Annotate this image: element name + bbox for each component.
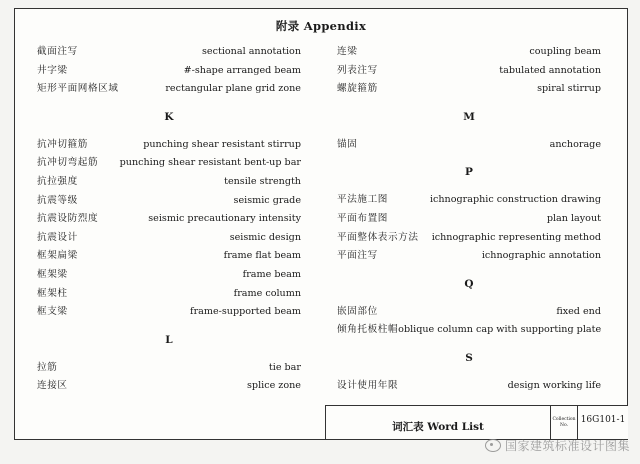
chinese-term: 矩形平面网格区域 [37,83,119,95]
english-term: punching shear resistant bent-up bar [119,157,301,169]
glossary-entry [37,285,301,304]
chinese-term: 拉筋 [37,361,58,373]
left-glossary-column [37,43,301,396]
glossary-entry [337,62,601,81]
word-list-title: 词汇表 Word List [392,421,484,433]
chinese-term: 抗震设计 [37,231,78,243]
collection-label-line1: Collection [552,416,576,422]
glossary-entry [37,192,301,211]
glossary-entry [337,303,601,322]
section-letter: P [465,166,473,179]
collection-number: 16G101-1 [577,406,628,439]
chinese-term: 抗震等级 [37,194,78,206]
glossary-entry [37,247,301,266]
chinese-term: 螺旋箍筋 [337,83,378,95]
section-letter: Q [464,277,474,290]
english-term: seismic grade [233,194,301,206]
chinese-term: 框架扁梁 [37,250,78,262]
chinese-term: 框架柱 [37,287,68,299]
chinese-term: 抗拉强度 [37,175,78,187]
glossary-entry [337,321,601,340]
glossary-entry [337,136,601,155]
english-term: coupling beam [529,46,601,57]
english-term: splice zone [247,380,301,392]
glossary-entry [337,229,601,248]
chinese-term: 平面注写 [337,250,378,262]
glossary-entry [37,229,301,248]
english-term: plan layout [546,212,601,224]
english-term: frame column [233,287,301,299]
english-term: ichnographic representing method [431,231,601,243]
english-term: tensile strength [224,175,301,187]
english-term: frame-supported beam [190,306,301,318]
glossary-entry [37,43,301,62]
english-term: ichnographic annotation [481,250,601,262]
chinese-term: 框支梁 [37,306,68,318]
english-term: design working life [507,379,601,391]
section-letter: K [164,110,174,123]
chinese-term: 平面布置图 [337,212,388,224]
chinese-term: 平面整体表示方法 [337,231,419,243]
chinese-term: 截面注写 [37,46,78,57]
glossary-entry [37,377,301,396]
english-term: tie bar [268,361,301,373]
chinese-term: 列表注写 [337,64,378,76]
chinese-term: 连接区 [37,380,68,392]
wechat-icon [485,439,501,452]
english-term: tabulated annotation [499,64,601,76]
glossary-entry [337,247,601,266]
chinese-term: 嵌固部位 [337,305,378,317]
chinese-term: 锚固 [337,138,358,150]
english-term: sectional annotation [202,46,301,57]
glossary-entry [337,377,601,396]
glossary-entry [37,303,301,322]
glossary-entry [37,173,301,192]
glossary-entry [37,266,301,285]
english-term: anchorage [549,138,601,150]
section-letter: M [463,110,475,123]
glossary-entry [37,80,301,99]
collection-label [550,406,577,439]
english-term: rectangular plane grid zone [165,83,301,95]
chinese-term: 倾角托板柱帽 [337,324,399,336]
chinese-term: 抗冲切弯起筋 [37,157,99,169]
chinese-term: 设计使用年限 [337,379,399,391]
glossary-entry [37,62,301,81]
glossary-entry [37,210,301,229]
chinese-term: 抗冲切箍筋 [37,138,88,150]
title-block [325,405,628,440]
glossary-entry [37,359,301,378]
collection-label-line2: No. [560,422,568,428]
english-term: fixed end [556,305,601,317]
glossary-entry [337,80,601,99]
glossary-entry [337,43,601,62]
glossary-entry [37,136,301,155]
english-term: seismic design [229,231,301,243]
chinese-term: 框架梁 [37,268,68,280]
chinese-term: 抗震设防烈度 [37,213,99,225]
section-letter: L [165,333,173,346]
glossary-entry [337,210,601,229]
right-glossary-column [337,43,601,396]
english-term: frame beam [242,268,301,280]
watermark-text: 国家建筑标准设计图集 [504,439,630,453]
appendix-sheet [14,8,628,440]
chinese-term: 平法施工图 [337,194,388,206]
english-term: punching shear resistant stirrup [143,138,301,150]
chinese-term: 连梁 [337,46,358,57]
glossary-entry [337,191,601,210]
english-term: spiral stirrup [537,83,601,95]
english-term: oblique column cap with supporting plate [398,324,602,336]
chinese-term: 井字梁 [37,64,68,76]
english-term: ichnographic construction drawing [429,194,601,206]
watermark [485,437,630,454]
english-term: seismic precautionary intensity [148,213,301,225]
glossary-entry [37,154,301,173]
section-letter: S [465,351,473,364]
english-term: frame flat beam [223,250,301,262]
page-title: 附录 Appendix [275,19,367,33]
english-term: #-shape arranged beam [183,64,301,76]
